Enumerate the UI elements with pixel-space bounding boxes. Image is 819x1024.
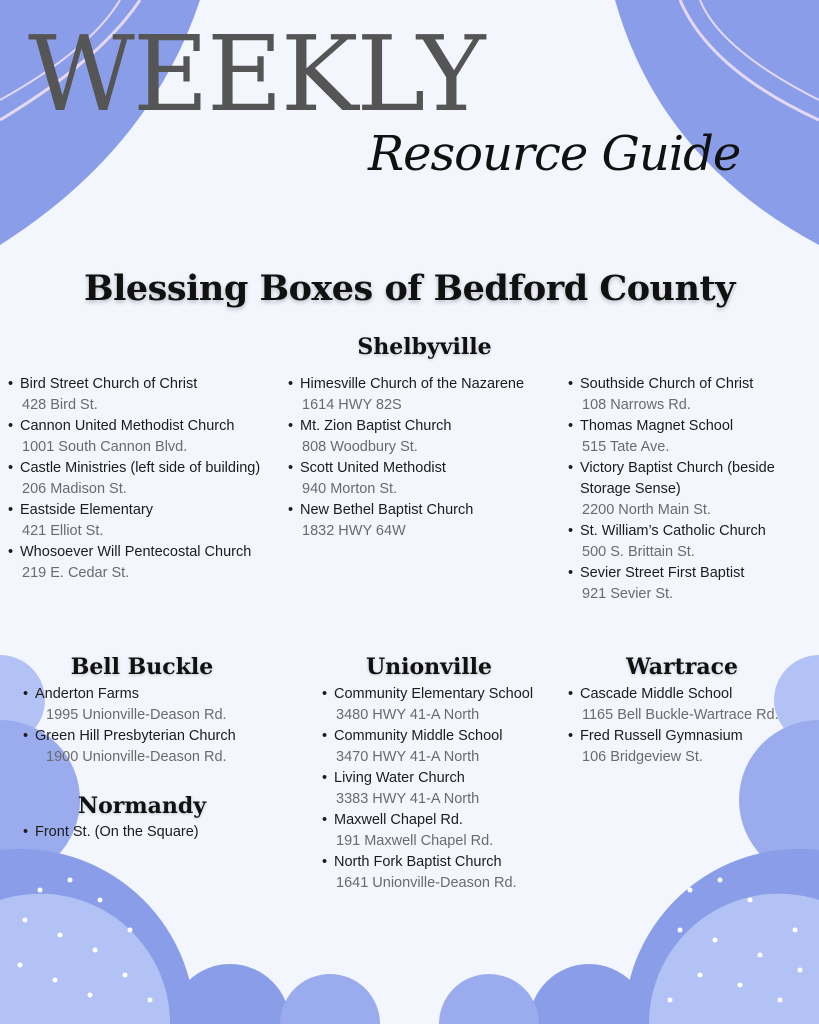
location-address: 940 Morton St.	[302, 481, 398, 497]
unionville-heading: Unionville	[365, 654, 493, 680]
list-item	[322, 726, 537, 768]
location-name: St. William’s Catholic Church	[580, 523, 766, 539]
location-address: 1832 HWY 64W	[302, 523, 406, 539]
location-name: Scott United Methodist	[300, 460, 446, 476]
location-name: Castle Ministries (left side of building)	[20, 460, 261, 476]
location-name: Sevier Street First Baptist	[580, 565, 745, 581]
location-address: 500 S. Brittain St.	[582, 544, 695, 560]
page-title: Blessing Boxes of Bedford County	[84, 268, 735, 309]
location-name: North Fork Baptist Church	[334, 854, 502, 870]
shelbyville-list-3	[568, 374, 818, 605]
bell-buckle-heading: Bell Buckle	[70, 654, 214, 680]
location-name: Cannon United Methodist Church	[20, 418, 235, 434]
list-item	[288, 458, 568, 500]
weekly-title: WEEKLY	[28, 13, 484, 135]
list-item	[288, 374, 568, 416]
list-item	[568, 416, 818, 458]
shelbyville-heading: Shelbyville	[357, 334, 492, 360]
location-name: Southside Church of Christ	[580, 376, 754, 392]
location-address: 1900 Unionville-Deason Rd.	[46, 749, 227, 765]
location-address: 428 Bird St.	[22, 397, 98, 413]
location-address: 808 Woodbury St.	[302, 439, 418, 455]
location-name: Front St. (On the Square)	[35, 824, 199, 840]
location-name: Whosoever Will Pentecostal Church	[20, 544, 252, 560]
location-address: 1165 Bell Buckle-Wartrace Rd.	[582, 707, 779, 723]
list-item	[288, 500, 568, 542]
list-item	[8, 416, 283, 458]
shelbyville-list-1	[8, 374, 283, 584]
bell-buckle-list	[23, 684, 303, 768]
wartrace-heading: Wartrace	[625, 654, 739, 680]
location-name: Green Hill Presbyterian Church	[35, 728, 236, 744]
location-address: 515 Tate Ave.	[582, 439, 670, 455]
location-address: 3470 HWY 41-A North	[336, 749, 480, 765]
list-item	[322, 768, 537, 810]
location-name: Bird Street Church of Christ	[20, 376, 198, 392]
location-name: Maxwell Chapel Rd.	[334, 812, 463, 828]
location-name: Thomas Magnet School	[580, 418, 734, 434]
list-item	[8, 374, 283, 416]
location-address: 1641 Unionville-Deason Rd.	[336, 875, 517, 891]
list-item	[8, 542, 283, 584]
location-address: 108 Narrows Rd.	[582, 397, 691, 413]
list-item	[288, 416, 568, 458]
list-item	[568, 458, 818, 521]
wartrace-list	[568, 684, 818, 768]
list-item	[23, 822, 303, 843]
location-address: 106 Bridgeview St.	[582, 749, 703, 765]
shelbyville-list-2	[288, 374, 568, 542]
location-name: New Bethel Baptist Church	[300, 502, 474, 518]
location-name: Mt. Zion Baptist Church	[300, 418, 452, 434]
list-item	[8, 458, 283, 500]
list-item	[322, 810, 537, 852]
location-address: 1995 Unionville-Deason Rd.	[46, 707, 227, 723]
list-item	[23, 726, 303, 768]
top-right-arc	[615, 0, 819, 245]
list-item	[23, 684, 303, 726]
location-address: 191 Maxwell Chapel Rd.	[336, 833, 494, 849]
location-address: 219 E. Cedar St.	[22, 565, 130, 581]
location-name: Community Middle School	[334, 728, 503, 744]
location-name: Fred Russell Gymnasium	[580, 728, 743, 744]
location-name: Himesville Church of the Nazarene	[300, 376, 525, 392]
location-name: Living Water Church	[334, 770, 465, 786]
list-item	[322, 852, 537, 894]
normandy-heading: Normandy	[77, 793, 207, 819]
normandy-list	[23, 822, 303, 843]
location-address: 3383 HWY 41-A North	[336, 791, 480, 807]
location-address: 1614 HWY 82S	[302, 397, 402, 413]
location-address: 1001 South Cannon Blvd.	[22, 439, 188, 455]
list-item	[568, 726, 818, 768]
list-item	[568, 521, 818, 563]
list-item	[568, 684, 818, 726]
location-name: Anderton Farms	[35, 686, 139, 702]
list-item	[322, 684, 537, 726]
location-address: 206 Madison St.	[22, 481, 127, 497]
location-address: 3480 HWY 41-A North	[336, 707, 480, 723]
list-item	[568, 563, 818, 605]
location-name: Cascade Middle School	[580, 686, 733, 702]
list-item	[568, 374, 818, 416]
resource-guide-subtitle: Resource Guide	[368, 126, 741, 182]
location-address: 421 Elliot St.	[22, 523, 104, 539]
list-item	[8, 500, 283, 542]
location-name: Victory Baptist Church (beside Storage Sense)	[580, 460, 775, 497]
location-address: 921 Sevier St.	[582, 586, 674, 602]
location-address: 2200 North Main St.	[582, 502, 711, 518]
location-name: Community Elementary School	[334, 686, 534, 702]
location-name: Eastside Elementary	[20, 502, 153, 518]
unionville-list	[322, 684, 537, 894]
